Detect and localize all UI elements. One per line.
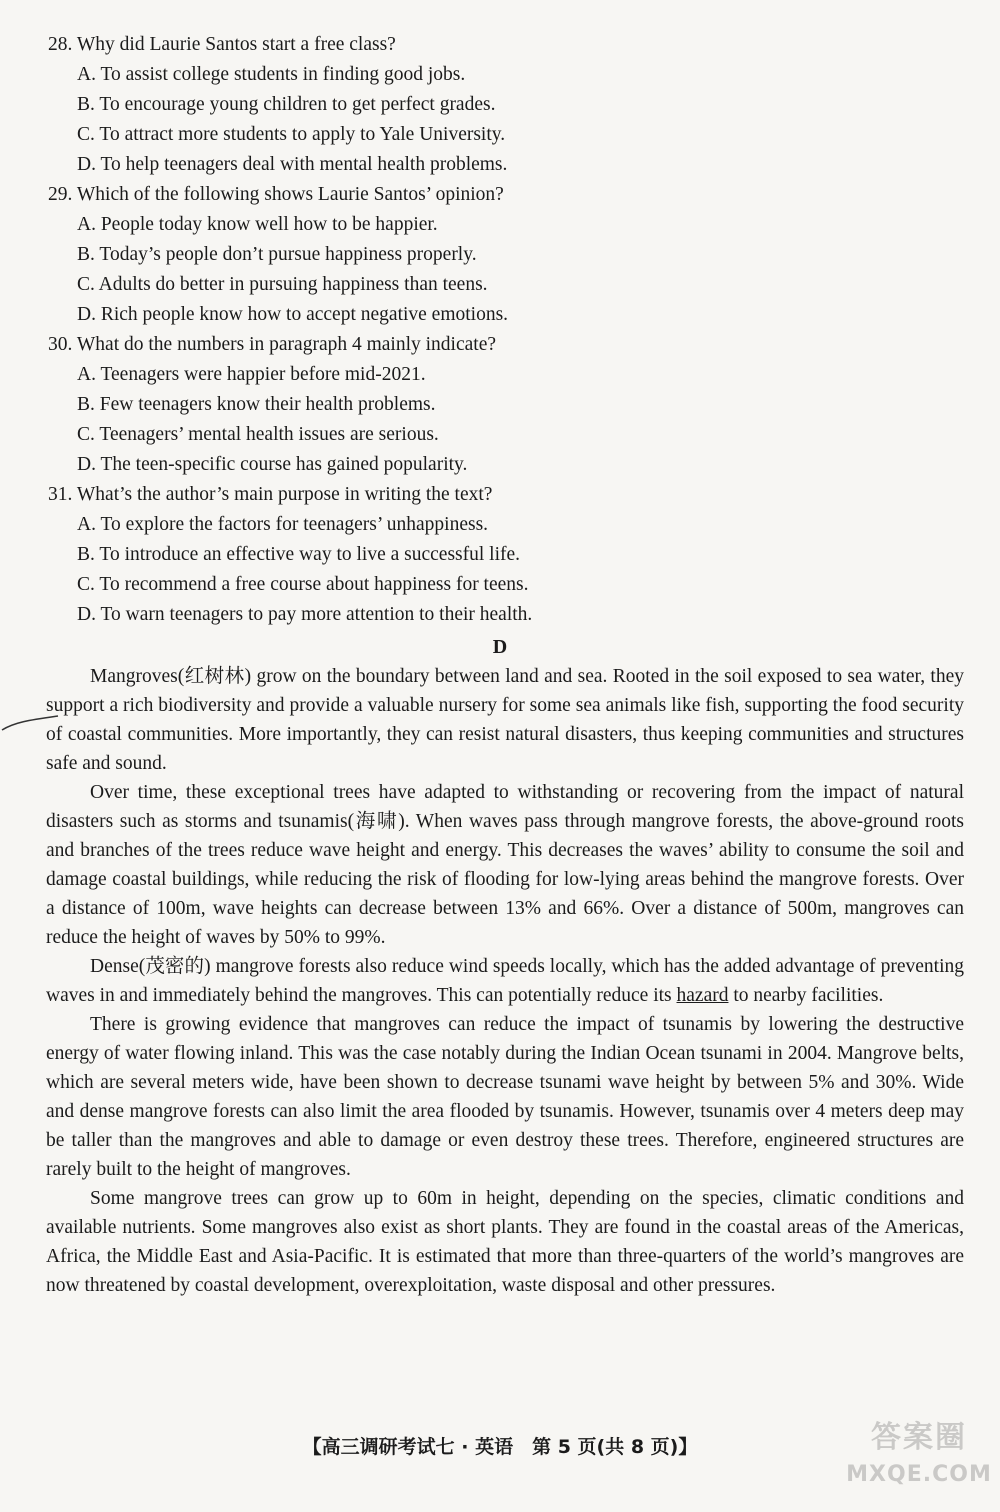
option-a: A. To explore the factors for teenagers’ unhappiness. (77, 514, 489, 535)
paragraph-3-text-b: to nearby facilities. (728, 985, 884, 1006)
paragraph-4: There is growing evidence that mangroves can reduce the impact of tsunamis by lowering the destructive energy of water flowing inland. This was the case notably during the Indian Ocean tsunami in 2004. Mangrove belts, which are several meters wide, have been shown to decrease tsunami wave height by between 5% and 30%. Wide and dense mangrove forests can also limit the area flooded by tsunamis. However, tsunamis over 4 meters deep may be taller than the mangroves and able to damage or even destroy these trees. Therefore, engineered structures are rarely built to the height of mangroves. (46, 1014, 964, 1180)
paragraph-1: Mangroves(红树林) grow on the boundary between land and sea. Rooted in the soil exposed to sea water, they support a rich biodiversity and provide a valuable nursery for some sea animals like fish, supporting the food security of coastal communities. More importantly, they can resist natural disasters, thus keeping communities and structures safe and sound. (46, 666, 964, 774)
option-c: C. To attract more students to apply to Yale University. (77, 124, 506, 145)
watermark-url: MXQE.COM (846, 1462, 992, 1487)
paragraph-2: Over time, these exceptional trees have adapted to withstanding or recovering from the impact of natural disasters such as storms and tsunamis(海啸). When waves pass through mangrove forests, the above-ground roots and branches of the trees reduce wave height and energy. This decreases the waves’ ability to consume the soil and damage coastal buildings, while reducing the risk of flooding for low-lying areas behind the mangrove forests. Over a distance of 100m, wave heights can decrease between 13% and 66%. Over a distance of 500m, mangroves can reduce the height of waves by 50% to 99%. (46, 782, 964, 948)
paragraph-5: Some mangrove trees can grow up to 60m in height, depending on the species, climatic conditions and available nutrients. Some mangroves also exist as short plants. They are found in the coastal areas of the Americas, Africa, the Middle East and Asia-Pacific. It is estimated that more than three-quarters of the world’s mangroves are now threatened by coastal development, overexploitation, waste disposal and other pressures. (46, 1188, 964, 1296)
option-b: B. To encourage young children to get perfect grades. (77, 94, 496, 115)
option-c: C. To recommend a free course about happiness for teens. (77, 574, 529, 595)
page-footer: 【高三调研考试七 · 英语 第 5 页(共 8 页)】 (302, 1436, 698, 1458)
question-stem: 31. What’s the author’s main purpose in writing the text? (48, 484, 493, 505)
option-d: D. The teen-specific course has gained popularity. (77, 454, 468, 475)
paragraph-3 (46, 952, 964, 1010)
question-list (48, 30, 968, 630)
option-d: D. To help teenagers deal with mental health problems. (77, 154, 508, 175)
option-c: C. Teenagers’ mental health issues are serious. (77, 424, 439, 445)
question-31 (48, 480, 968, 630)
question-stem: 29. Which of the following shows Laurie Santos’ opinion? (48, 184, 504, 205)
option-a: A. To assist college students in finding good jobs. (77, 64, 466, 85)
option-b: B. To introduce an effective way to live a successful life. (77, 544, 521, 565)
option-c: C. Adults do better in pursuing happiness than teens. (77, 274, 488, 295)
question-29 (48, 180, 968, 330)
option-a: A. People today know well how to be happier. (77, 214, 438, 235)
option-b: B. Few teenagers know their health problems. (77, 394, 436, 415)
site-watermark (844, 1416, 994, 1506)
question-stem: 28. Why did Laurie Santos start a free class? (48, 34, 396, 55)
underlined-word-hazard: hazard (676, 985, 729, 1006)
paragraph-3-text-a: Dense(茂密的) mangrove forests also reduce wind speeds locally, which has the added advantage of preventing waves in and immediately behind the mangroves. This can potentially reduce its (46, 956, 964, 1006)
option-b: B. Today’s people don’t pursue happiness properly. (77, 244, 477, 265)
option-d: D. Rich people know how to accept negative emotions. (77, 304, 509, 325)
question-30 (48, 330, 968, 480)
reading-passage (46, 662, 964, 1300)
section-heading: D (492, 636, 508, 658)
option-a: A. Teenagers were happier before mid-2021. (77, 364, 426, 385)
option-d: D. To warn teenagers to pay more attention to their health. (77, 604, 533, 625)
question-28 (48, 30, 968, 180)
question-stem: 30. What do the numbers in paragraph 4 mainly indicate? (48, 334, 497, 355)
watermark-logo-text: 答案圈 (871, 1420, 967, 1455)
